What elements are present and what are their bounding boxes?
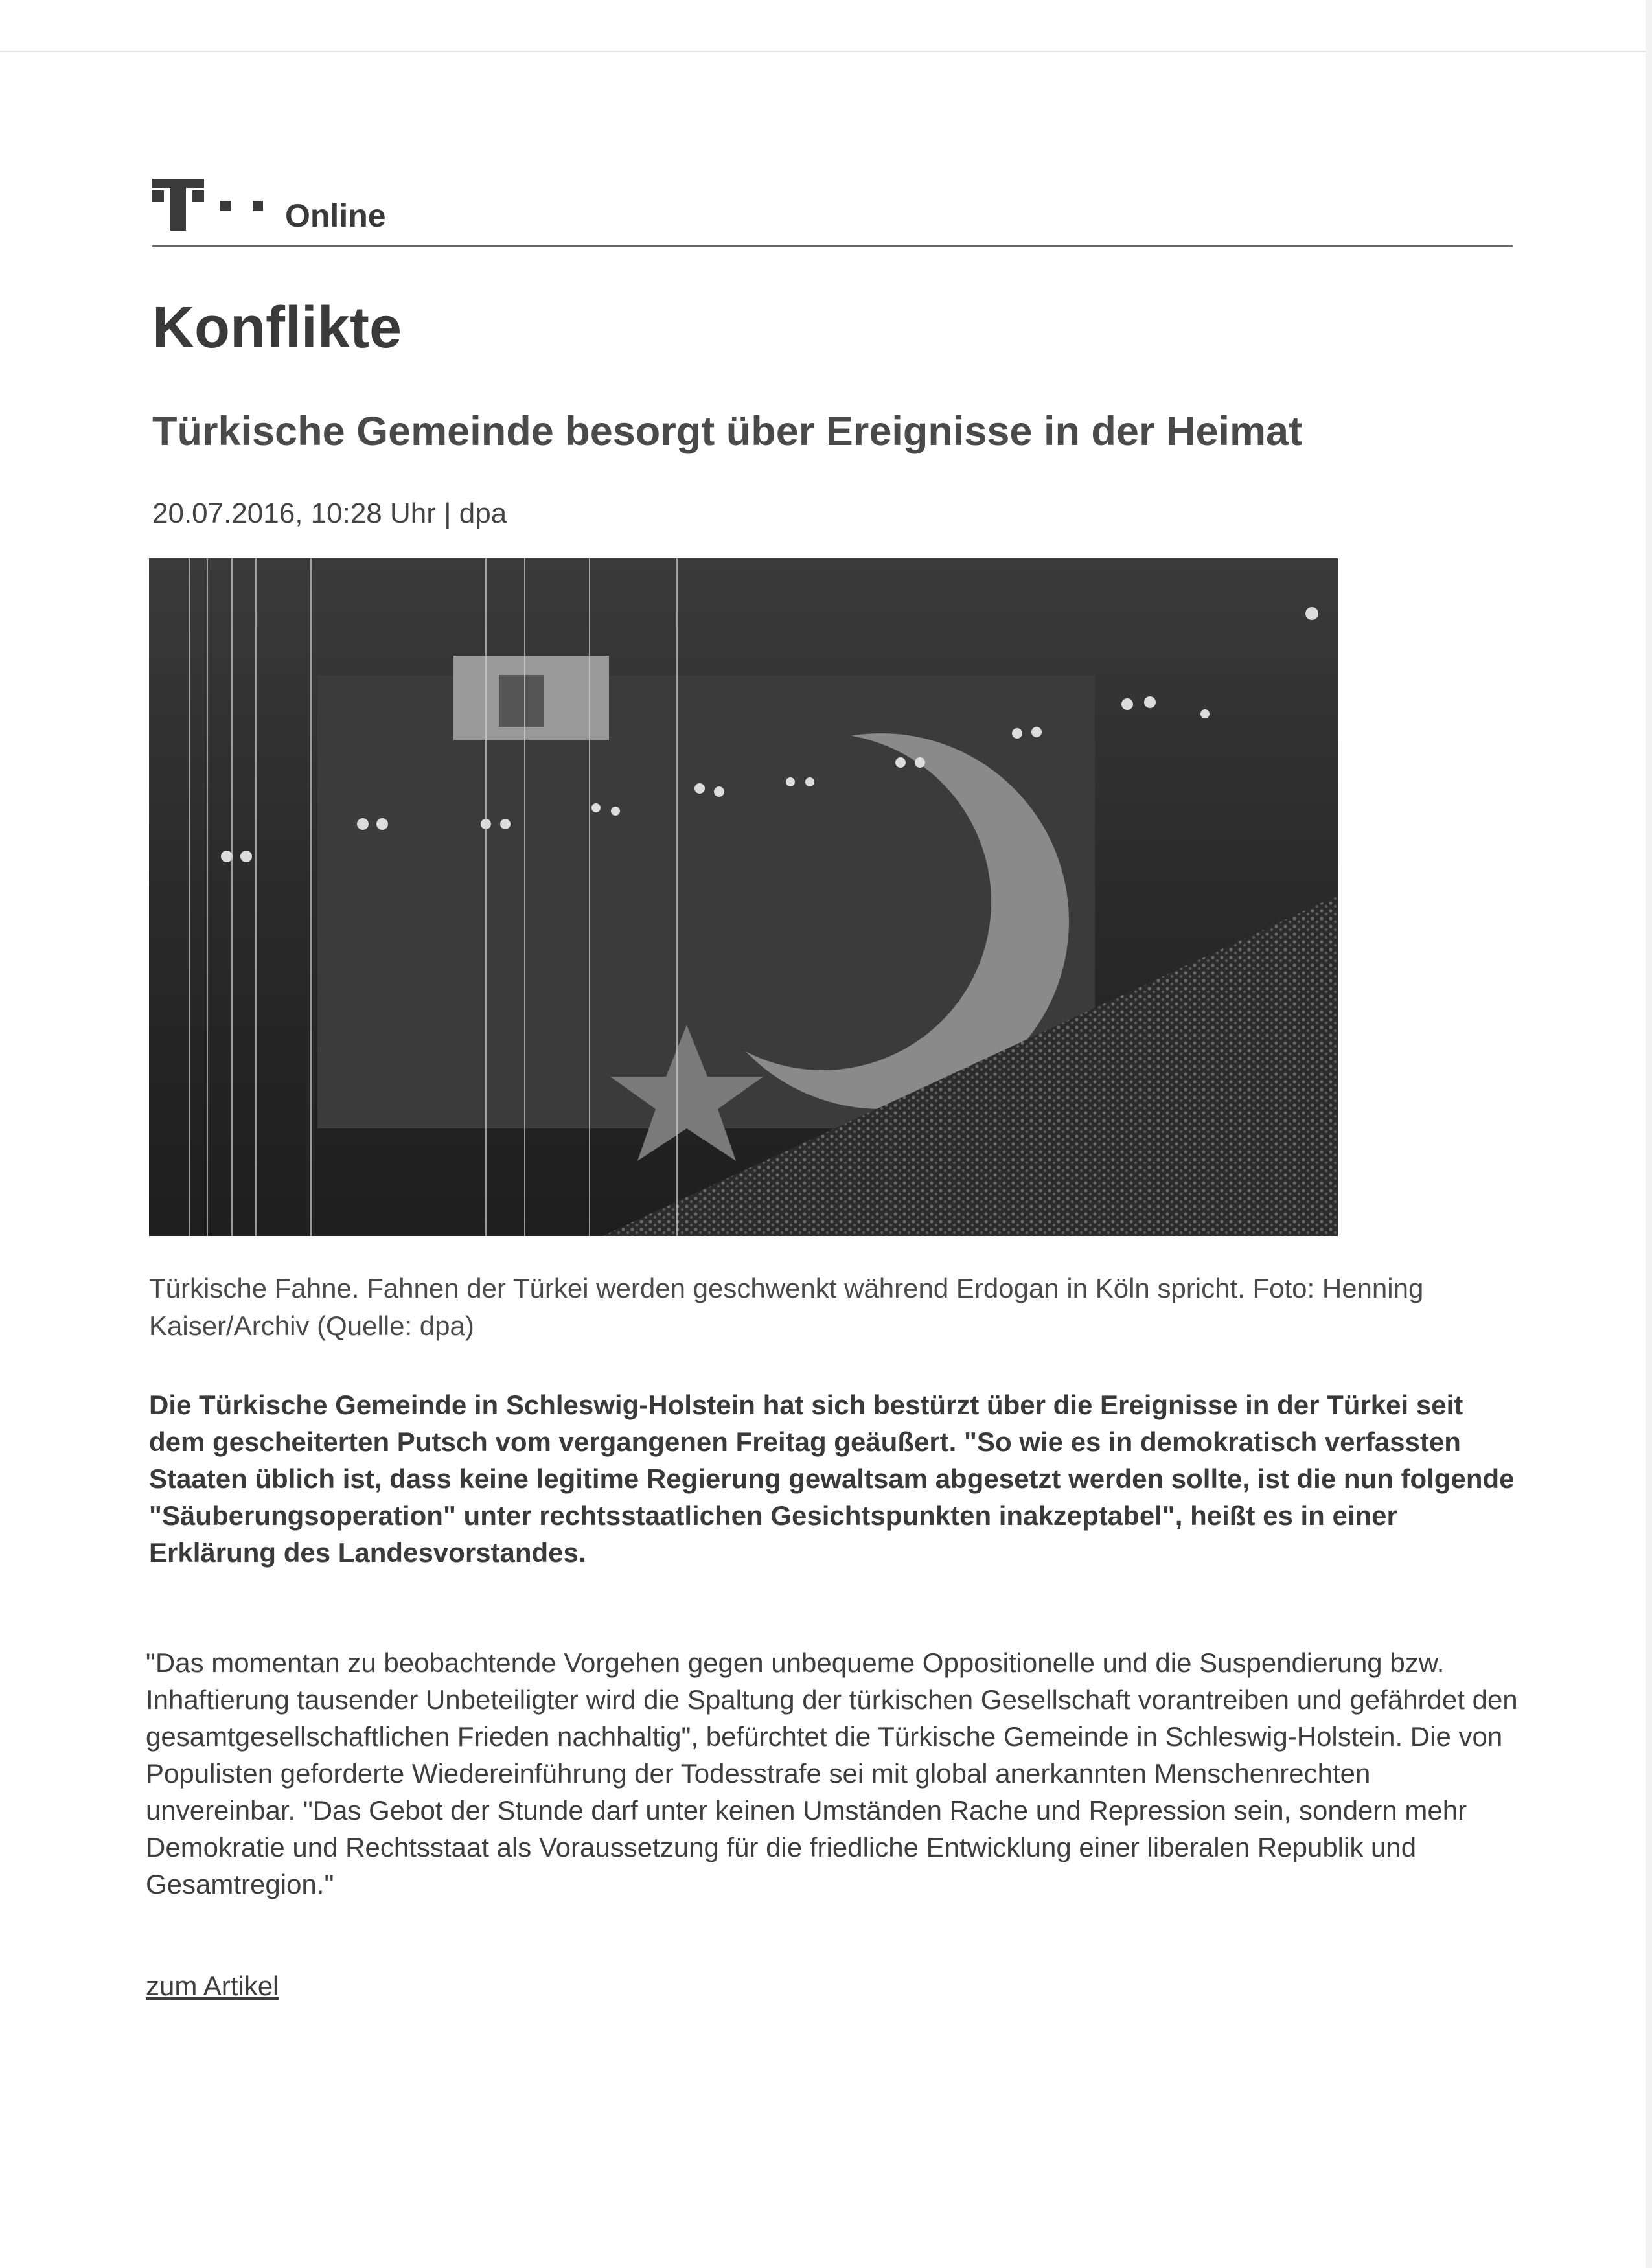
article-lead: Die Türkische Gemeinde in Schleswig-Holstein hat sich bestürzt über die Ereignisse in der Türkei seit dem gescheiterten Putsch vom vergangenen Freitag geäußert. "So wie es in demokratisch verfassten Staaten üblich ist, dass keine legitime Regierung gewaltsam abgesetzt werden sollte, ist die nun folgende "Säuberungsoperation" unter rechtsstaatlichen Gesichtspunkten inakzeptabel", heißt es in einer Erklärung des Landesvorstandes.	[149, 1390, 1515, 1568]
scan-edge	[0, 51, 1652, 52]
section-title: Konflikte	[152, 295, 402, 360]
article-photo	[149, 558, 1338, 1236]
article-dateline: 20.07.2016, 10:28 Uhr | dpa	[152, 498, 507, 529]
zum-artikel-link[interactable]: zum Artikel	[146, 1971, 279, 2001]
logo-dot	[253, 201, 263, 211]
t-online-logo	[152, 174, 411, 232]
article-body: "Das momentan zu beobachtende Vorgehen gegen unbequeme Oppositionelle und die Suspendierung bzw. Inhaftierung tausender Unbeteiligter wird die Spaltung der türkischen Gesellschaft vorantreiben und gefährdet den gesamtgesellschaftlichen Frieden nachhaltig", befürchtet die Türkische Gemeinde in Schleswig-Holstein. Die von Populisten geforderte Wiedereinführung der Todesstrafe sei mit global anerkannten Menschenrechten unvereinbar. "Das Gebot der Stunde darf unter keinen Umständen Rache und Repression sein, sondern mehr Demokratie und Rechtsstaat als Voraussetzung für die friedliche Entwicklung einer liberalen Republik und Gesamtregion."	[146, 1647, 1518, 1899]
photo-caption: Türkische Fahne. Fahnen der Türkei werden geschwenkt während Erdogan in Köln spricht. Foto: Henning Kaiser/Archiv (Quelle: dpa)	[149, 1273, 1424, 1341]
scan-edge-right	[1646, 0, 1652, 2268]
logo-online-text: Online	[285, 198, 386, 234]
article-headline: Türkische Gemeinde besorgt über Ereignisse in der Heimat	[152, 409, 1303, 454]
telekom-t-icon	[152, 174, 204, 232]
logo-dot	[220, 201, 231, 211]
header-rule	[152, 245, 1513, 247]
photo-flag-crowd-illustration	[149, 558, 1338, 1236]
